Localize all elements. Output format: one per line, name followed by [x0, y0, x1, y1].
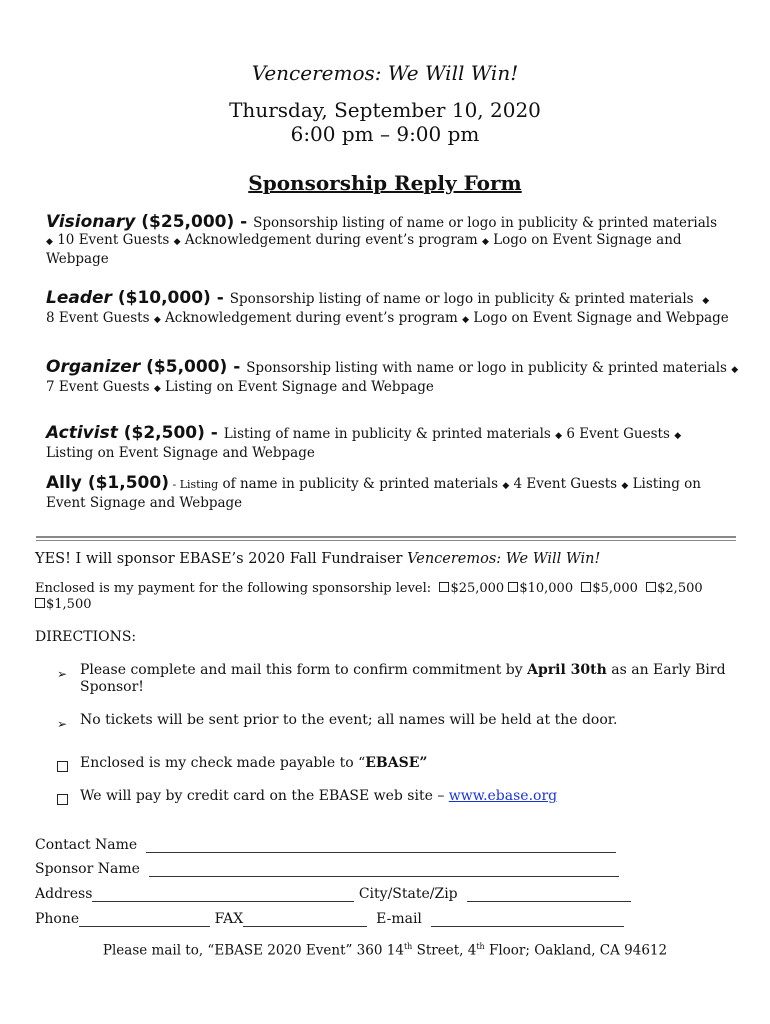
checkbox-icon[interactable] [57, 794, 68, 805]
yes-statement: YES! I will sponsor EBASE’s 2020 Fall Fundraiser Venceremos: We Will Win! [35, 551, 601, 567]
tier-name: Visionary [46, 212, 136, 232]
tier-ally: Ally ($1,500) - Listing of name in publicity & printed materials ◆ 4 Event Guests ◆ Listing on Event Signage and Webpage [46, 473, 701, 511]
checkbox-icon [439, 582, 449, 592]
event-title: Venceremos: We Will Win! [251, 61, 519, 85]
tier-desc: Sponsorship listing with name or logo in publicity & printed materials [246, 360, 727, 376]
tier-visionary: Visionary ($25,000) - Sponsorship listing of name or logo in publicity & printed materials ◆ 10 Event Guests ◆ Acknowledgement during event’s program ◆ Logo on Event Signage and Webpage [46, 212, 718, 267]
diamond-icon: ◆ [46, 237, 53, 247]
contact-name-label: Contact Name [35, 837, 138, 853]
level-2500[interactable]: $2,500 [646, 581, 703, 596]
tier-name: Leader [46, 288, 112, 308]
address-row [35, 886, 631, 902]
tier-desc: Sponsorship listing of name or logo in publicity & printed materials [229, 291, 694, 307]
tier-amount: ($5,000) [146, 357, 228, 377]
sponsor-name-row [35, 861, 619, 877]
city-label: City/State/Zip [358, 886, 458, 902]
checkbox-icon [508, 582, 518, 592]
checkbox-icon[interactable] [57, 761, 68, 772]
mailing-address: Please mail to, “EBASE 2020 Event” 360 14th Street, 4th Floor; Oakland, CA 94612 [102, 942, 668, 959]
tier-name: Ally [46, 473, 82, 493]
level-25000[interactable]: $25,000 [439, 581, 504, 596]
tier-amount: ($1,500) [87, 473, 169, 493]
fax-label: FAX [214, 911, 244, 927]
checkbox-icon [646, 582, 656, 592]
arrow-icon: ➢ [57, 717, 68, 731]
tier-desc: Listing of name in publicity & printed materials [223, 426, 551, 442]
tier-leader: Leader ($10,000) - Sponsorship listing of name or logo in publicity & printed materials ◆ 8 Event Guests ◆ Acknowledgement during event’s program ◆ Logo on Event Signage and Webpage [46, 288, 729, 326]
fax-field[interactable] [243, 912, 367, 927]
credit-option-checkbox[interactable] [57, 790, 68, 809]
payment-level-row: Enclosed is my payment for the following sponsorship level: $25,000 $10,000 $5,000 $2,500 $1,500 [35, 581, 703, 612]
diamond-icon: ◆ [153, 384, 161, 394]
address-label: Address [35, 886, 93, 902]
phone-row [35, 911, 624, 927]
event-date: Thursday, September 10, 2020 [229, 98, 541, 122]
diamond-icon: ◆ [173, 237, 181, 247]
diamond-icon: ◆ [462, 315, 470, 325]
level-10000[interactable]: $10,000 [508, 581, 573, 596]
diamond-icon: ◆ [481, 237, 489, 247]
checkbox-icon [581, 582, 591, 592]
diamond-icon: ◆ [153, 315, 161, 325]
phone-field[interactable] [79, 912, 210, 927]
email-label: E-mail [376, 911, 422, 927]
credit-option-label: We will pay by credit card on the EBASE web site – www.ebase.org [80, 788, 558, 804]
website-link[interactable]: www.ebase.org [448, 788, 558, 804]
form-title: Sponsorship Reply Form [248, 171, 522, 195]
divider [36, 536, 736, 538]
directions-label: DIRECTIONS: [35, 629, 137, 645]
tier-desc: of name in publicity & printed materials [222, 476, 499, 492]
divider [36, 540, 736, 541]
check-option-checkbox[interactable] [57, 757, 68, 776]
tier-amount: ($25,000) [141, 212, 235, 232]
diamond-icon: ◆ [555, 431, 563, 441]
phone-label: Phone [35, 911, 80, 927]
event-time: 6:00 pm – 9:00 pm [290, 122, 480, 146]
arrow-icon: ➢ [57, 667, 68, 681]
level-5000[interactable]: $5,000 [581, 581, 638, 596]
diamond-icon: ◆ [731, 365, 739, 375]
level-1500[interactable]: $1,500 [35, 597, 92, 612]
contact-name-field[interactable] [146, 838, 616, 853]
tier-amount: ($2,500) [123, 423, 205, 443]
tier-name: Activist [46, 423, 118, 443]
sponsor-name-field[interactable] [149, 862, 619, 877]
diamond-icon: ◆ [702, 296, 710, 306]
check-option-label: Enclosed is my check made payable to “EBASE” [80, 755, 428, 771]
diamond-icon: ◆ [674, 431, 682, 441]
address-field[interactable] [92, 887, 354, 902]
contact-name-row [35, 837, 616, 853]
diamond-icon: ◆ [502, 481, 510, 491]
sponsor-name-label: Sponsor Name [35, 861, 140, 877]
tier-organizer: Organizer ($5,000) - Sponsorship listing with name or logo in publicity & printed materials ◆ 7 Event Guests ◆ Listing on Event Signage and Webpage [46, 357, 739, 395]
city-field[interactable] [467, 887, 631, 902]
diamond-icon: ◆ [621, 481, 629, 491]
email-field[interactable] [431, 912, 624, 927]
tier-activist: Activist ($2,500) - Listing of name in publicity & printed materials ◆ 6 Event Guests ◆ Listing on Event Signage and Webpage [46, 423, 682, 461]
checkbox-icon [35, 598, 45, 608]
direction-2: No tickets will be sent prior to the event; all names will be held at the door. [80, 712, 618, 728]
direction-1: Please complete and mail this form to confirm commitment by April 30th as an Early Bird Sponsor! [80, 662, 726, 695]
tier-name: Organizer [46, 357, 141, 377]
tier-amount: ($10,000) [117, 288, 211, 308]
tier-desc: Sponsorship listing of name or logo in publicity & printed materials [253, 215, 718, 231]
